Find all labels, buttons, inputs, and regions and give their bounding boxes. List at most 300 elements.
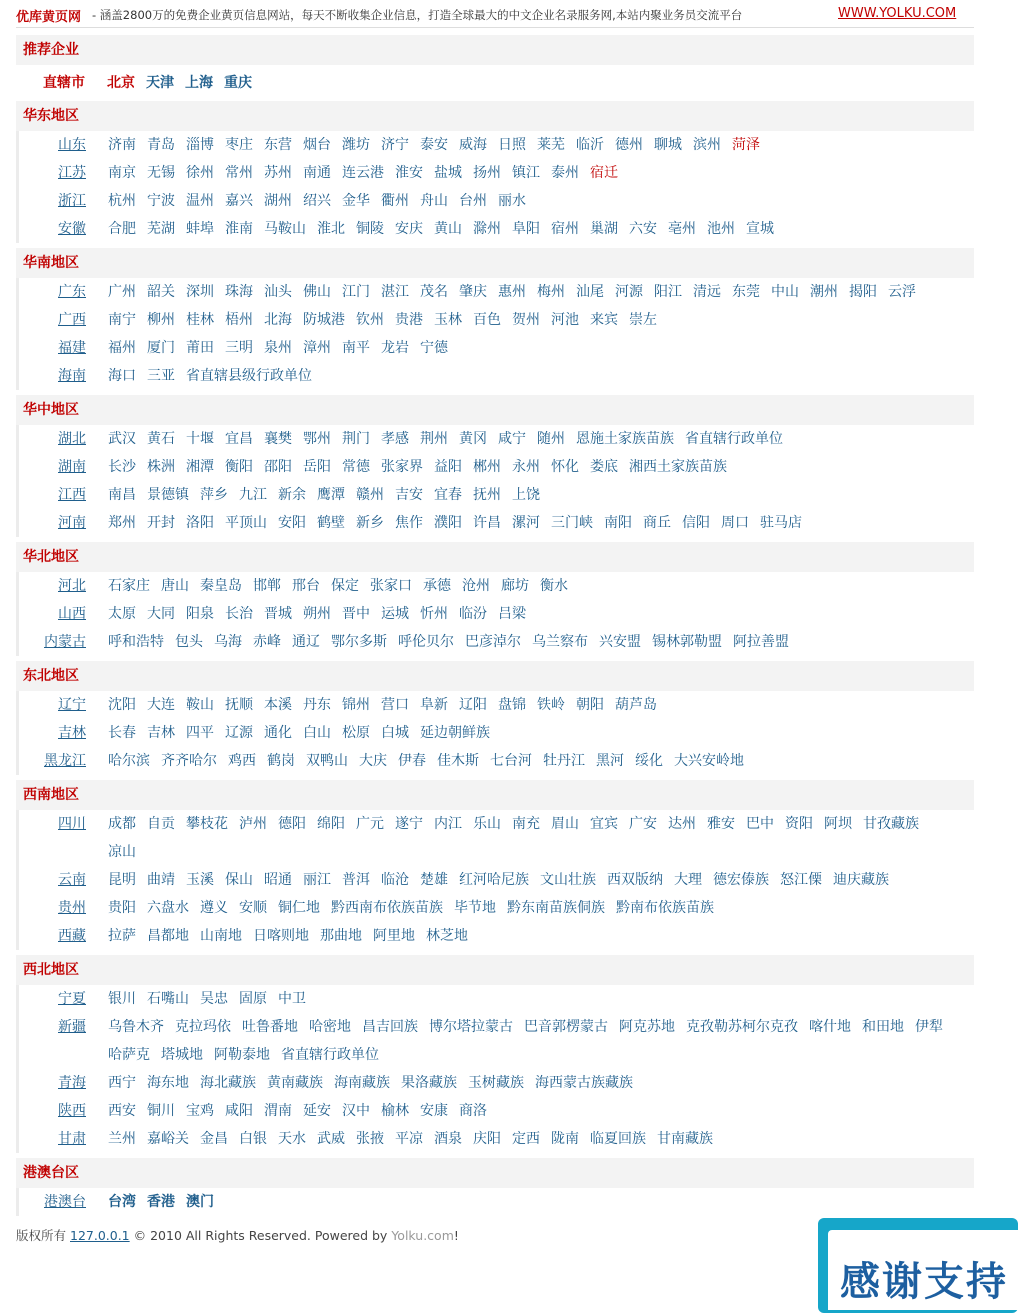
city-link[interactable]: 宜春 xyxy=(434,487,462,503)
province-link[interactable]: 港澳台 xyxy=(44,1194,86,1210)
city-link[interactable]: 普洱 xyxy=(342,872,370,888)
city-link[interactable]: 鹤岗 xyxy=(267,753,295,769)
city-link[interactable]: 西双版纳 xyxy=(607,872,663,888)
city-link[interactable]: 广元 xyxy=(356,816,384,832)
city-link[interactable]: 阳江 xyxy=(654,284,682,300)
city-link[interactable]: 许昌 xyxy=(473,515,501,531)
city-link[interactable]: 海东地 xyxy=(147,1075,189,1091)
city-link[interactable]: 邢台 xyxy=(292,578,320,594)
city-link[interactable]: 海口 xyxy=(108,368,136,384)
city-link[interactable]: 孝感 xyxy=(381,431,409,447)
city-link[interactable]: 深圳 xyxy=(186,284,214,300)
city-link[interactable]: 襄樊 xyxy=(264,431,292,447)
city-link[interactable]: 枣庄 xyxy=(225,137,253,153)
city-link[interactable]: 萍乡 xyxy=(200,487,228,503)
city-link[interactable]: 漳州 xyxy=(303,340,331,356)
city-link[interactable]: 和田地 xyxy=(862,1019,904,1035)
city-link[interactable]: 鄂州 xyxy=(303,431,331,447)
city-link[interactable]: 石嘴山 xyxy=(147,991,189,1007)
city-link[interactable]: 泰安 xyxy=(420,137,448,153)
city-link[interactable]: 嘉峪关 xyxy=(147,1131,189,1147)
municipality-link[interactable]: 北京 xyxy=(107,75,135,91)
city-link[interactable]: 南昌 xyxy=(108,487,136,503)
city-link[interactable]: 连云港 xyxy=(342,165,384,181)
city-link[interactable]: 永州 xyxy=(512,459,540,475)
city-link[interactable]: 广州 xyxy=(108,284,136,300)
city-link[interactable]: 湘潭 xyxy=(186,459,214,475)
city-link[interactable]: 台湾 xyxy=(108,1194,136,1210)
city-link[interactable]: 北海 xyxy=(264,312,292,328)
city-link[interactable]: 淮北 xyxy=(317,221,345,237)
city-link[interactable]: 德宏傣族 xyxy=(713,872,769,888)
city-link[interactable]: 宜昌 xyxy=(225,431,253,447)
city-link[interactable]: 喀什地 xyxy=(809,1019,851,1035)
city-link[interactable]: 蚌埠 xyxy=(186,221,214,237)
province-link[interactable]: 云南 xyxy=(58,872,86,888)
city-link[interactable]: 巴中 xyxy=(746,816,774,832)
city-link[interactable]: 邯郸 xyxy=(253,578,281,594)
city-link[interactable]: 吐鲁番地 xyxy=(242,1019,298,1035)
city-link[interactable]: 宜宾 xyxy=(590,816,618,832)
city-link[interactable]: 成都 xyxy=(108,816,136,832)
city-link[interactable]: 江门 xyxy=(342,284,370,300)
city-link[interactable]: 榆林 xyxy=(381,1103,409,1119)
province-link[interactable]: 广西 xyxy=(58,312,86,328)
city-link[interactable]: 乌海 xyxy=(214,634,242,650)
city-link[interactable]: 黄南藏族 xyxy=(267,1075,323,1091)
city-link[interactable]: 青岛 xyxy=(147,137,175,153)
city-link[interactable]: 茂名 xyxy=(420,284,448,300)
city-link[interactable]: 三明 xyxy=(225,340,253,356)
city-link[interactable]: 抚顺 xyxy=(225,697,253,713)
city-link[interactable]: 湖州 xyxy=(264,193,292,209)
city-link[interactable]: 鸡西 xyxy=(228,753,256,769)
city-link[interactable]: 六安 xyxy=(629,221,657,237)
city-link[interactable]: 眉山 xyxy=(551,816,579,832)
city-link[interactable]: 临沧 xyxy=(381,872,409,888)
city-link[interactable]: 惠州 xyxy=(498,284,526,300)
province-link[interactable]: 海南 xyxy=(58,368,86,384)
city-link[interactable]: 玉林 xyxy=(434,312,462,328)
province-link[interactable]: 湖北 xyxy=(58,431,86,447)
city-link[interactable]: 铜仁地 xyxy=(278,900,320,916)
city-link[interactable]: 滨州 xyxy=(693,137,721,153)
city-link[interactable]: 资阳 xyxy=(785,816,813,832)
city-link[interactable]: 莆田 xyxy=(186,340,214,356)
city-link[interactable]: 大庆 xyxy=(359,753,387,769)
city-link[interactable]: 黄山 xyxy=(434,221,462,237)
city-link[interactable]: 文山壮族 xyxy=(540,872,596,888)
city-link[interactable]: 三门峡 xyxy=(551,515,593,531)
city-link[interactable]: 衢州 xyxy=(381,193,409,209)
city-link[interactable]: 绍兴 xyxy=(303,193,331,209)
city-link[interactable]: 开封 xyxy=(147,515,175,531)
city-link[interactable]: 焦作 xyxy=(395,515,423,531)
city-link[interactable]: 大连 xyxy=(147,697,175,713)
city-link[interactable]: 平顶山 xyxy=(225,515,267,531)
city-link[interactable]: 大同 xyxy=(147,606,175,622)
city-link[interactable]: 菏泽 xyxy=(732,137,760,153)
province-link[interactable]: 内蒙古 xyxy=(44,634,86,650)
city-link[interactable]: 商洛 xyxy=(459,1103,487,1119)
city-link[interactable]: 抚州 xyxy=(473,487,501,503)
city-link[interactable]: 宿迁 xyxy=(590,165,618,181)
city-link[interactable]: 七台河 xyxy=(490,753,532,769)
city-link[interactable]: 随州 xyxy=(537,431,565,447)
city-link[interactable]: 扬州 xyxy=(473,165,501,181)
city-link[interactable]: 无锡 xyxy=(147,165,175,181)
city-link[interactable]: 台州 xyxy=(459,193,487,209)
city-link[interactable]: 黔东南苗族侗族 xyxy=(507,900,605,916)
city-link[interactable]: 通化 xyxy=(264,725,292,741)
city-link[interactable]: 锦州 xyxy=(342,697,370,713)
city-link[interactable]: 汕头 xyxy=(264,284,292,300)
city-link[interactable]: 朝阳 xyxy=(576,697,604,713)
city-link[interactable]: 哈尔滨 xyxy=(108,753,150,769)
province-link[interactable]: 河南 xyxy=(58,515,86,531)
city-link[interactable]: 铜陵 xyxy=(356,221,384,237)
city-link[interactable]: 莱芜 xyxy=(537,137,565,153)
city-link[interactable]: 金昌 xyxy=(200,1131,228,1147)
city-link[interactable]: 兴安盟 xyxy=(599,634,641,650)
city-link[interactable]: 阜新 xyxy=(420,697,448,713)
city-link[interactable]: 海西蒙古族藏族 xyxy=(535,1075,633,1091)
city-link[interactable]: 大兴安岭地 xyxy=(674,753,744,769)
city-link[interactable]: 揭阳 xyxy=(849,284,877,300)
city-link[interactable]: 营口 xyxy=(381,697,409,713)
city-link[interactable]: 宝鸡 xyxy=(186,1103,214,1119)
city-link[interactable]: 中卫 xyxy=(278,991,306,1007)
city-link[interactable]: 泸州 xyxy=(239,816,267,832)
province-link[interactable]: 广东 xyxy=(58,284,86,300)
city-link[interactable]: 武汉 xyxy=(108,431,136,447)
city-link[interactable]: 昌都地 xyxy=(147,928,189,944)
city-link[interactable]: 黔西南布依族苗族 xyxy=(331,900,443,916)
city-link[interactable]: 济南 xyxy=(108,137,136,153)
city-link[interactable]: 金华 xyxy=(342,193,370,209)
city-link[interactable]: 亳州 xyxy=(668,221,696,237)
city-link[interactable]: 来宾 xyxy=(590,312,618,328)
city-link[interactable]: 杭州 xyxy=(108,193,136,209)
city-link[interactable]: 兰州 xyxy=(108,1131,136,1147)
city-link[interactable]: 广安 xyxy=(629,816,657,832)
city-link[interactable]: 潍坊 xyxy=(342,137,370,153)
footer-powered-brand[interactable]: Yolku.com xyxy=(391,1228,454,1243)
city-link[interactable]: 阳泉 xyxy=(186,606,214,622)
city-link[interactable]: 盐城 xyxy=(434,165,462,181)
city-link[interactable]: 乐山 xyxy=(473,816,501,832)
province-link[interactable]: 新疆 xyxy=(58,1019,86,1035)
city-link[interactable]: 巢湖 xyxy=(590,221,618,237)
city-link[interactable]: 韶关 xyxy=(147,284,175,300)
province-link[interactable]: 湖南 xyxy=(58,459,86,475)
city-link[interactable]: 安顺 xyxy=(239,900,267,916)
city-link[interactable]: 廊坊 xyxy=(501,578,529,594)
city-link[interactable]: 汕尾 xyxy=(576,284,604,300)
city-link[interactable]: 黄石 xyxy=(147,431,175,447)
city-link[interactable]: 景德镇 xyxy=(147,487,189,503)
city-link[interactable]: 甘南藏族 xyxy=(657,1131,713,1147)
city-link[interactable]: 朔州 xyxy=(303,606,331,622)
city-link[interactable]: 保定 xyxy=(331,578,359,594)
city-link[interactable]: 南平 xyxy=(342,340,370,356)
city-link[interactable]: 贵港 xyxy=(395,312,423,328)
province-link[interactable]: 安徽 xyxy=(58,221,86,237)
city-link[interactable]: 白城 xyxy=(381,725,409,741)
city-link[interactable]: 崇左 xyxy=(629,312,657,328)
city-link[interactable]: 新乡 xyxy=(356,515,384,531)
city-link[interactable]: 威海 xyxy=(459,137,487,153)
city-link[interactable]: 呼伦贝尔 xyxy=(398,634,454,650)
city-link[interactable]: 衡阳 xyxy=(225,459,253,475)
city-link[interactable]: 湘西土家族苗族 xyxy=(629,459,727,475)
city-link[interactable]: 克拉玛依 xyxy=(175,1019,231,1035)
city-link[interactable]: 苏州 xyxy=(264,165,292,181)
city-link[interactable]: 防城港 xyxy=(303,312,345,328)
city-link[interactable]: 运城 xyxy=(381,606,409,622)
city-link[interactable]: 玉溪 xyxy=(186,872,214,888)
city-link[interactable]: 长沙 xyxy=(108,459,136,475)
city-link[interactable]: 毕节地 xyxy=(454,900,496,916)
city-link[interactable]: 鄂尔多斯 xyxy=(331,634,387,650)
city-link[interactable]: 龙岩 xyxy=(381,340,409,356)
city-link[interactable]: 徐州 xyxy=(186,165,214,181)
city-link[interactable]: 郴州 xyxy=(473,459,501,475)
city-link[interactable]: 哈萨克 xyxy=(108,1047,150,1063)
city-link[interactable]: 齐齐哈尔 xyxy=(161,753,217,769)
city-link[interactable]: 庆阳 xyxy=(473,1131,501,1147)
city-link[interactable]: 淮南 xyxy=(225,221,253,237)
city-link[interactable]: 咸宁 xyxy=(498,431,526,447)
city-link[interactable]: 滁州 xyxy=(473,221,501,237)
city-link[interactable]: 恩施土家族苗族 xyxy=(576,431,674,447)
city-link[interactable]: 承德 xyxy=(423,578,451,594)
city-link[interactable]: 玉树藏族 xyxy=(468,1075,524,1091)
city-link[interactable]: 昌吉回族 xyxy=(362,1019,418,1035)
city-link[interactable]: 临夏回族 xyxy=(590,1131,646,1147)
city-link[interactable]: 淄博 xyxy=(186,137,214,153)
city-link[interactable]: 盘锦 xyxy=(498,697,526,713)
city-link[interactable]: 临汾 xyxy=(459,606,487,622)
city-link[interactable]: 丽江 xyxy=(303,872,331,888)
city-link[interactable]: 武威 xyxy=(317,1131,345,1147)
city-link[interactable]: 张家口 xyxy=(370,578,412,594)
city-link[interactable]: 铜川 xyxy=(147,1103,175,1119)
city-link[interactable]: 阿坝 xyxy=(824,816,852,832)
province-link[interactable]: 吉林 xyxy=(58,725,86,741)
city-link[interactable]: 梅州 xyxy=(537,284,565,300)
city-link[interactable]: 沧州 xyxy=(462,578,490,594)
site-logo-link[interactable]: 优库黄页网 xyxy=(16,10,82,25)
city-link[interactable]: 绥化 xyxy=(635,753,663,769)
city-link[interactable]: 呼和浩特 xyxy=(108,634,164,650)
city-link[interactable]: 陇南 xyxy=(551,1131,579,1147)
city-link[interactable]: 晋城 xyxy=(264,606,292,622)
city-link[interactable]: 德州 xyxy=(615,137,643,153)
city-link[interactable]: 林芝地 xyxy=(426,928,468,944)
city-link[interactable]: 沈阳 xyxy=(108,697,136,713)
city-link[interactable]: 云浮 xyxy=(888,284,916,300)
city-link[interactable]: 吉林 xyxy=(147,725,175,741)
footer-ip-link[interactable]: 127.0.0.1 xyxy=(70,1228,130,1243)
city-link[interactable]: 南通 xyxy=(303,165,331,181)
city-link[interactable]: 乌鲁木齐 xyxy=(108,1019,164,1035)
province-link[interactable]: 辽宁 xyxy=(58,697,86,713)
city-link[interactable]: 阿里地 xyxy=(373,928,415,944)
city-link[interactable]: 松原 xyxy=(342,725,370,741)
city-link[interactable]: 香港 xyxy=(147,1194,175,1210)
city-link[interactable]: 宣城 xyxy=(746,221,774,237)
city-link[interactable]: 遵义 xyxy=(200,900,228,916)
city-link[interactable]: 葫芦岛 xyxy=(615,697,657,713)
city-link[interactable]: 临沂 xyxy=(576,137,604,153)
city-link[interactable]: 鞍山 xyxy=(186,697,214,713)
city-link[interactable]: 达州 xyxy=(668,816,696,832)
city-link[interactable]: 荆州 xyxy=(420,431,448,447)
city-link[interactable]: 梧州 xyxy=(225,312,253,328)
city-link[interactable]: 吴忠 xyxy=(200,991,228,1007)
city-link[interactable]: 西安 xyxy=(108,1103,136,1119)
city-link[interactable]: 平凉 xyxy=(395,1131,423,1147)
city-link[interactable]: 东莞 xyxy=(732,284,760,300)
city-link[interactable]: 哈密地 xyxy=(309,1019,351,1035)
city-link[interactable]: 那曲地 xyxy=(320,928,362,944)
province-link[interactable]: 宁夏 xyxy=(58,991,86,1007)
city-link[interactable]: 石家庄 xyxy=(108,578,150,594)
city-link[interactable]: 天水 xyxy=(278,1131,306,1147)
city-link[interactable]: 淮安 xyxy=(395,165,423,181)
city-link[interactable]: 巴音郭楞蒙古 xyxy=(524,1019,608,1035)
province-link[interactable]: 江西 xyxy=(58,487,86,503)
city-link[interactable]: 佳木斯 xyxy=(437,753,479,769)
city-link[interactable]: 伊犁 xyxy=(915,1019,943,1035)
province-link[interactable]: 四川 xyxy=(58,816,86,832)
city-link[interactable]: 晋中 xyxy=(342,606,370,622)
city-link[interactable]: 新余 xyxy=(278,487,306,503)
city-link[interactable]: 张掖 xyxy=(356,1131,384,1147)
city-link[interactable]: 乌兰察布 xyxy=(532,634,588,650)
city-link[interactable]: 南宁 xyxy=(108,312,136,328)
city-link[interactable]: 吕梁 xyxy=(498,606,526,622)
city-link[interactable]: 秦皇岛 xyxy=(200,578,242,594)
city-link[interactable]: 厦门 xyxy=(147,340,175,356)
city-link[interactable]: 果洛藏族 xyxy=(401,1075,457,1091)
city-link[interactable]: 阜阳 xyxy=(512,221,540,237)
city-link[interactable]: 湛江 xyxy=(381,284,409,300)
city-link[interactable]: 河源 xyxy=(615,284,643,300)
city-link[interactable]: 忻州 xyxy=(420,606,448,622)
city-link[interactable]: 十堰 xyxy=(186,431,214,447)
city-link[interactable]: 安庆 xyxy=(395,221,423,237)
city-link[interactable]: 赤峰 xyxy=(253,634,281,650)
city-link[interactable]: 长春 xyxy=(108,725,136,741)
city-link[interactable]: 合肥 xyxy=(108,221,136,237)
city-link[interactable]: 六盘水 xyxy=(147,900,189,916)
city-link[interactable]: 娄底 xyxy=(590,459,618,475)
city-link[interactable]: 德阳 xyxy=(278,816,306,832)
city-link[interactable]: 阿勒泰地 xyxy=(214,1047,270,1063)
city-link[interactable]: 商丘 xyxy=(643,515,671,531)
city-link[interactable]: 珠海 xyxy=(225,284,253,300)
city-link[interactable]: 三亚 xyxy=(147,368,175,384)
city-link[interactable]: 巴彦淖尔 xyxy=(465,634,521,650)
province-link[interactable]: 贵州 xyxy=(58,900,86,916)
municipality-link[interactable]: 天津 xyxy=(146,75,174,91)
municipality-link[interactable]: 上海 xyxy=(185,75,213,91)
city-link[interactable]: 日喀则地 xyxy=(253,928,309,944)
city-link[interactable]: 双鸭山 xyxy=(306,753,348,769)
city-link[interactable]: 百色 xyxy=(473,312,501,328)
city-link[interactable]: 安阳 xyxy=(278,515,306,531)
city-link[interactable]: 昭通 xyxy=(264,872,292,888)
city-link[interactable]: 本溪 xyxy=(264,697,292,713)
city-link[interactable]: 迪庆藏族 xyxy=(833,872,889,888)
city-link[interactable]: 肇庆 xyxy=(459,284,487,300)
city-link[interactable]: 鹤壁 xyxy=(317,515,345,531)
city-link[interactable]: 定西 xyxy=(512,1131,540,1147)
city-link[interactable]: 丽水 xyxy=(498,193,526,209)
city-link[interactable]: 贵阳 xyxy=(108,900,136,916)
city-link[interactable]: 宁德 xyxy=(420,340,448,356)
city-link[interactable]: 舟山 xyxy=(420,193,448,209)
city-link[interactable]: 怀化 xyxy=(551,459,579,475)
city-link[interactable]: 赣州 xyxy=(356,487,384,503)
city-link[interactable]: 甘孜藏族 xyxy=(863,816,919,832)
city-link[interactable]: 黑河 xyxy=(596,753,624,769)
city-link[interactable]: 拉萨 xyxy=(108,928,136,944)
city-link[interactable]: 温州 xyxy=(186,193,214,209)
city-link[interactable]: 中山 xyxy=(771,284,799,300)
city-link[interactable]: 鹰潭 xyxy=(317,487,345,503)
city-link[interactable]: 辽阳 xyxy=(459,697,487,713)
city-link[interactable]: 克孜勒苏柯尔克孜 xyxy=(686,1019,798,1035)
city-link[interactable]: 漯河 xyxy=(512,515,540,531)
province-link[interactable]: 山东 xyxy=(58,137,86,153)
province-link[interactable]: 江苏 xyxy=(58,165,86,181)
city-link[interactable]: 自贡 xyxy=(147,816,175,832)
city-link[interactable]: 海南藏族 xyxy=(334,1075,390,1091)
city-link[interactable]: 塔城地 xyxy=(161,1047,203,1063)
city-link[interactable]: 泰州 xyxy=(551,165,579,181)
city-link[interactable]: 保山 xyxy=(225,872,253,888)
province-link[interactable]: 甘肃 xyxy=(58,1131,86,1147)
city-link[interactable]: 信阳 xyxy=(682,515,710,531)
city-link[interactable]: 攀枝花 xyxy=(186,816,228,832)
city-link[interactable]: 马鞍山 xyxy=(264,221,306,237)
province-link[interactable]: 山西 xyxy=(58,606,86,622)
city-link[interactable]: 南阳 xyxy=(604,515,632,531)
city-link[interactable]: 唐山 xyxy=(161,578,189,594)
city-link[interactable]: 河池 xyxy=(551,312,579,328)
city-link[interactable]: 清远 xyxy=(693,284,721,300)
city-link[interactable]: 省直辖行政单位 xyxy=(281,1047,379,1063)
city-link[interactable]: 郑州 xyxy=(108,515,136,531)
city-link[interactable]: 佛山 xyxy=(303,284,331,300)
city-link[interactable]: 济宁 xyxy=(381,137,409,153)
city-link[interactable]: 海北藏族 xyxy=(200,1075,256,1091)
province-link[interactable]: 黑龙江 xyxy=(44,753,86,769)
city-link[interactable]: 长治 xyxy=(225,606,253,622)
province-link[interactable]: 福建 xyxy=(58,340,86,356)
province-link[interactable]: 青海 xyxy=(58,1075,86,1091)
municipality-link[interactable]: 重庆 xyxy=(224,75,252,91)
city-link[interactable]: 四平 xyxy=(186,725,214,741)
city-link[interactable]: 张家界 xyxy=(381,459,423,475)
city-link[interactable]: 怒江傈 xyxy=(780,872,822,888)
city-link[interactable]: 楚雄 xyxy=(420,872,448,888)
city-link[interactable]: 博尔塔拉蒙古 xyxy=(429,1019,513,1035)
city-link[interactable]: 省直辖行政单位 xyxy=(685,431,783,447)
